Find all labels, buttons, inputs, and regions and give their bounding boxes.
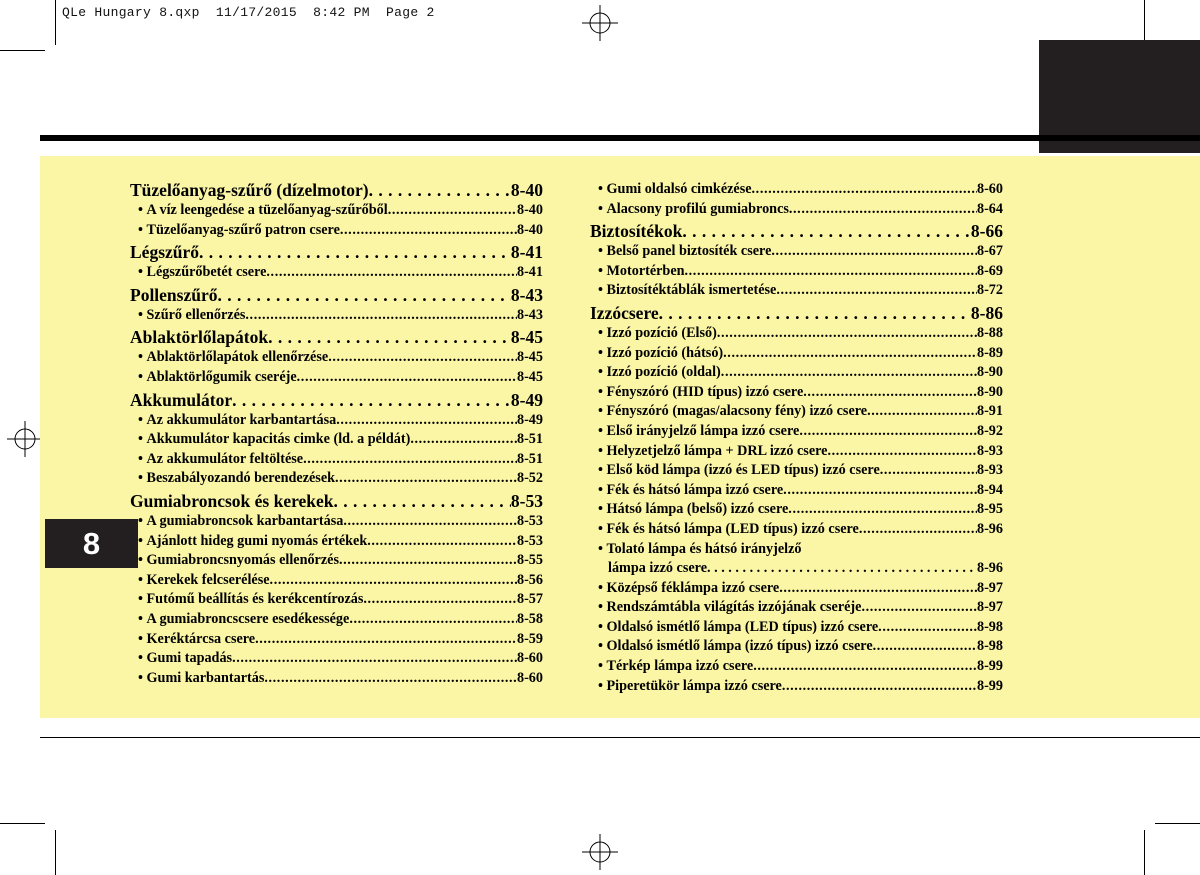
toc-page-number: 8-49 — [510, 389, 543, 410]
toc-page-number: 8-49 — [516, 411, 543, 428]
toc-entry-title: • Első irányjelző lámpa izzó csere — [598, 422, 799, 442]
toc-dot-leader — [685, 262, 977, 282]
toc-page-number: 8-59 — [516, 630, 543, 647]
toc-subentry[interactable] — [590, 363, 1003, 383]
toc-page-number: 8-96 — [976, 560, 1003, 577]
toc-page-number: 8-58 — [516, 610, 543, 627]
toc-entry-title: • Belső panel biztosíték csere — [598, 242, 771, 262]
toc-page-number: 8-90 — [976, 364, 1003, 381]
toc-page-number: 8-51 — [516, 450, 543, 467]
toc-dot-leader — [349, 610, 517, 630]
toc-subentry[interactable] — [130, 201, 543, 221]
toc-entry-title: • Tolató lámpa és hátsó irányjelző — [598, 540, 801, 560]
toc-entry-title: • Hátsó lámpa (belső) izzó csere — [598, 500, 788, 520]
toc-page-number: 8-40 — [510, 180, 543, 200]
toc-subentry[interactable] — [590, 461, 1003, 481]
toc-dot-leader — [783, 481, 977, 501]
toc-subentry[interactable] — [130, 551, 543, 571]
toc-page-number: 8-99 — [976, 658, 1003, 675]
toc-subentry[interactable] — [590, 579, 1003, 599]
toc-page-number: 8-45 — [516, 368, 543, 385]
toc-dot-leader — [268, 327, 511, 348]
toc-dot-leader — [799, 422, 977, 442]
toc-section-entry[interactable] — [130, 242, 543, 263]
toc-entry-title: • Alacsony profilú gumiabroncs — [598, 200, 789, 220]
toc-dot-leader — [340, 221, 517, 241]
toc-subentry[interactable] — [590, 598, 1003, 618]
toc-dot-leader — [255, 630, 517, 650]
toc-entry-title: • Ajánlott hideg gumi nyomás értékek — [138, 532, 367, 552]
toc-dot-leader — [367, 532, 517, 552]
toc-subentry[interactable] — [130, 263, 543, 283]
toc-page-number: 8-40 — [516, 221, 543, 238]
toc-entry-title: • Fényszóró (magas/alacsony fény) izzó csere — [598, 402, 867, 422]
toc-dot-leader — [199, 242, 511, 263]
toc-page-number: 8-89 — [976, 344, 1003, 361]
toc-dot-leader — [343, 512, 517, 532]
toc-subentry[interactable] — [130, 532, 543, 552]
registration-mark-icon — [582, 5, 618, 41]
toc-page-number: 8-55 — [516, 552, 543, 569]
toc-entry-title: • Első köd lámpa (izzó és LED típus) izzó csere — [598, 461, 880, 481]
toc-page-number: 8-98 — [976, 638, 1003, 655]
toc-entry-title: • Tüzelőanyag-szűrő patron csere — [138, 221, 340, 241]
toc-subentry[interactable] — [590, 442, 1003, 462]
toc-dot-leader — [659, 303, 971, 324]
toc-subentry[interactable] — [590, 383, 1003, 403]
toc-dot-leader — [782, 677, 977, 697]
toc-subentry[interactable] — [130, 368, 543, 388]
toc-subentry[interactable] — [130, 571, 543, 591]
toc-dot-leader — [297, 368, 517, 388]
toc-entry-title: • Piperetükör lámpa izzó csere — [598, 677, 782, 697]
crop-mark — [55, 0, 56, 45]
toc-subentry[interactable] — [590, 677, 1003, 697]
toc-dot-leader — [867, 402, 977, 422]
toc-dot-leader — [779, 579, 977, 599]
toc-entry-title: • Gumi tapadás — [138, 649, 232, 669]
toc-page-number: 8-60 — [516, 669, 543, 686]
toc-dot-leader — [803, 383, 977, 403]
registration-mark-icon — [7, 421, 43, 457]
toc-dot-leader — [707, 559, 977, 579]
toc-dot-leader — [873, 637, 977, 657]
toc-subentry[interactable] — [130, 221, 543, 241]
toc-dot-leader — [859, 520, 977, 540]
toc-entry-title: • Helyzetjelző lámpa + DRL izzó csere — [598, 442, 827, 462]
toc-entry-title: • Légszűrőbetét csere — [138, 263, 266, 283]
toc-entry-title: Pollenszűrő — [130, 284, 218, 305]
toc-dot-leader — [232, 390, 511, 411]
toc-entry-title: • Oldalsó ismétlő lámpa (izzó típus) izzó csere — [598, 637, 873, 657]
toc-subentry[interactable] — [590, 481, 1003, 501]
toc-subentry[interactable] — [130, 649, 543, 669]
toc-entry-title: Tüzelőanyag-szűrő (dízelmotor) — [130, 180, 369, 200]
toc-page-number: 8-97 — [976, 579, 1003, 596]
toc-entry-title: • Térkép lámpa izzó csere — [598, 657, 753, 677]
toc-section-entry[interactable] — [590, 303, 1003, 324]
toc-dot-leader — [723, 344, 977, 364]
toc-dot-leader — [328, 348, 517, 368]
toc-dot-leader — [335, 469, 517, 489]
toc-dot-leader — [270, 571, 517, 591]
toc-dot-leader — [334, 491, 511, 512]
toc-subentry[interactable] — [130, 348, 543, 368]
toc-entry-title: • Az akkumulátor feltöltése — [138, 450, 303, 470]
toc-section-entry[interactable] — [130, 180, 543, 201]
crop-mark — [0, 823, 45, 824]
toc-page-number: 8-57 — [516, 591, 543, 608]
toc-subentry[interactable] — [590, 344, 1003, 364]
toc-dot-leader — [861, 598, 977, 618]
toc-page-number: 8-72 — [976, 282, 1003, 299]
toc-dot-leader — [878, 618, 977, 638]
toc-page-number: 8-52 — [516, 470, 543, 487]
toc-page-number: 8-53 — [510, 490, 543, 511]
toc-dot-leader — [753, 657, 977, 677]
toc-dot-leader — [682, 221, 971, 242]
toc-page-number: 8-93 — [976, 462, 1003, 479]
toc-entry-title: • Fényszóró (HID típus) izzó csere — [598, 383, 803, 403]
toc-subentry[interactable] — [590, 324, 1003, 344]
toc-page-number: 8-97 — [976, 599, 1003, 616]
toc-page-number: 8-40 — [516, 202, 543, 218]
toc-entry-title: • Akkumulátor kapacitás cimke (ld. a példát) — [138, 430, 410, 450]
toc-page-number: 8-93 — [976, 442, 1003, 459]
toc-entry-title: • A gumiabroncsok karbantartása — [138, 512, 343, 532]
toc-entry-title: • Ablaktörlőlapátok ellenőrzése — [138, 348, 328, 368]
toc-subentry[interactable] — [590, 402, 1003, 422]
toc-entry-title: • Oldalsó ismétlő lámpa (LED típus) izzó csere — [598, 618, 878, 638]
crop-mark — [1144, 830, 1145, 875]
toc-entry-title: • Középső féklámpa izzó csere — [598, 579, 779, 599]
toc-entry-title: • Gumi karbantartás — [138, 669, 264, 689]
toc-subentry[interactable] — [130, 469, 543, 489]
crop-mark — [1144, 0, 1145, 45]
toc-entry-title: • Fék és hátsó lámpa izzó csere — [598, 481, 783, 501]
toc-entry-title: • Ablaktörlőgumik cseréje — [138, 368, 297, 388]
toc-dot-leader — [339, 551, 517, 571]
toc-entry-title: Biztosítékok — [590, 221, 683, 242]
toc-entry-title: • Rendszámtábla világítás izzójának cseréje — [598, 598, 861, 618]
toc-page-number: 8-41 — [516, 264, 543, 281]
toc-subentry[interactable] — [590, 637, 1003, 657]
crop-mark — [1155, 823, 1200, 824]
toc-entry-title: • Szűrő ellenőrzés — [138, 306, 245, 326]
toc-subentry[interactable] — [590, 618, 1003, 638]
toc-subentry[interactable] — [590, 262, 1003, 282]
toc-subentry[interactable] — [130, 590, 543, 610]
toc-page-number: 8-98 — [976, 618, 1003, 635]
toc-subentry[interactable] — [130, 411, 543, 431]
toc-page-number: 8-60 — [516, 650, 543, 667]
toc-dot-leader — [218, 285, 511, 306]
toc-subentry[interactable] — [130, 430, 543, 450]
toc-page-number: 8-60 — [976, 181, 1003, 197]
toc-entry-title: Gumiabroncsok és kerekek — [130, 490, 334, 511]
toc-entry-title: • Fék és hátsó lámpa (LED típus) izzó csere — [598, 520, 859, 540]
toc-page-number: 8-69 — [976, 262, 1003, 279]
toc-page-number: 8-41 — [510, 242, 543, 263]
toc-dot-leader — [388, 201, 517, 221]
toc-entry-title: • Motortérben — [598, 262, 685, 282]
toc-dot-leader — [717, 324, 977, 344]
toc-dot-leader — [789, 200, 977, 220]
toc-right-column — [590, 180, 1003, 696]
toc-dot-leader — [827, 442, 977, 462]
toc-dot-leader — [410, 430, 517, 450]
toc-page-number: 8-92 — [976, 422, 1003, 439]
toc-dot-leader — [303, 450, 517, 470]
toc-page-number: 8-51 — [516, 431, 543, 448]
toc-subentry[interactable] — [590, 281, 1003, 301]
registration-mark-icon — [582, 834, 618, 870]
toc-page-number: 8-88 — [976, 324, 1003, 341]
toc-page-number: 8-90 — [976, 383, 1003, 400]
toc-entry-title: • Biztosítéktáblák ismertetése — [598, 281, 776, 301]
toc-section-entry[interactable] — [130, 285, 543, 306]
toc-subentry[interactable] — [590, 657, 1003, 677]
toc-dot-leader — [245, 306, 517, 326]
toc-subentry[interactable] — [130, 512, 543, 532]
toc-dot-leader — [266, 263, 517, 283]
toc-entry-title: • A víz leengedése a tüzelőanyag-szűrőből — [138, 201, 388, 221]
toc-dot-leader — [232, 649, 517, 669]
header-rule — [40, 135, 1200, 141]
toc-subentry[interactable] — [130, 630, 543, 650]
toc-subentry[interactable] — [130, 669, 543, 689]
toc-page-number: 8-99 — [976, 677, 1003, 694]
toc-dot-leader — [771, 242, 977, 262]
toc-subentry[interactable] — [590, 540, 1003, 560]
toc-section-entry[interactable] — [130, 390, 543, 411]
toc-subentry[interactable] — [590, 520, 1003, 540]
toc-entry-title: • Beszabályozandó berendezések — [138, 469, 335, 489]
toc-subentry[interactable] — [590, 242, 1003, 262]
toc-section-entry[interactable] — [130, 491, 543, 512]
toc-subentry[interactable] — [130, 450, 543, 470]
toc-page-number: 8-64 — [976, 200, 1003, 217]
toc-subentry[interactable] — [590, 422, 1003, 442]
toc-page-number: 8-91 — [976, 403, 1003, 420]
toc-page-number: 8-43 — [510, 284, 543, 305]
toc-entry-title: • Gumi oldalsó cimkézése — [598, 180, 752, 200]
toc-page-number: 8-95 — [976, 501, 1003, 518]
toc-page-number: 8-53 — [516, 532, 543, 549]
toc-dot-leader — [336, 411, 517, 431]
toc-page-number: 8-67 — [976, 243, 1003, 260]
toc-page-number: 8-53 — [516, 512, 543, 529]
toc-dot-leader — [721, 363, 977, 383]
toc-page-number: 8-56 — [516, 571, 543, 588]
toc-section-entry[interactable] — [590, 221, 1003, 242]
footer-rule — [40, 737, 1200, 738]
toc-dot-leader — [369, 180, 511, 201]
toc-subentry[interactable] — [590, 500, 1003, 520]
toc-subentry[interactable] — [590, 559, 1003, 579]
toc-subentry[interactable] — [130, 306, 543, 326]
toc-entry-title: • Kerekek felcserélése — [138, 571, 270, 591]
crop-mark — [55, 830, 56, 875]
toc-entry-title: • Az akkumulátor karbantartása — [138, 411, 336, 431]
toc-dot-leader — [776, 281, 977, 301]
toc-dot-leader — [880, 461, 977, 481]
toc-dot-leader — [788, 500, 977, 520]
toc-entry-title: • A gumiabroncscsere esedékessége — [138, 610, 349, 630]
toc-left-column — [130, 178, 543, 688]
toc-dot-leader — [264, 669, 517, 689]
toc-entry-title: Ablaktörlőlapátok — [130, 327, 269, 348]
toc-page-number: 8-45 — [516, 349, 543, 366]
toc-dot-leader — [752, 180, 977, 200]
toc-entry-title: • Izzó pozíció (oldal) — [598, 363, 721, 383]
toc-subentry[interactable] — [590, 200, 1003, 220]
toc-page-number: 8-43 — [516, 306, 543, 323]
toc-entry-title: Izzócsere — [590, 302, 659, 323]
toc-subentry[interactable] — [590, 180, 1003, 200]
toc-page-number: 8-45 — [510, 327, 543, 348]
toc-entry-title: lámpa izzó csere — [608, 560, 708, 577]
toc-entry-title: • Izzó pozíció (Első) — [598, 324, 717, 344]
toc-entry-title: • Izzó pozíció (hátsó) — [598, 344, 723, 364]
toc-dot-leader — [363, 590, 517, 610]
toc-entry-title: Légszűrő — [130, 242, 200, 263]
toc-entry-title: • Keréktárcsa csere — [138, 630, 255, 650]
chapter-number-tab: 8 — [45, 519, 138, 568]
print-slug: QLe Hungary 8.qxp 11/17/2015 8:42 PM Page 2 — [62, 5, 435, 20]
crop-mark — [0, 50, 45, 51]
toc-entry-title: • Gumiabroncsnyomás ellenőrzés — [138, 551, 339, 571]
toc-page-number: 8-96 — [976, 520, 1003, 537]
toc-entry-title: • Futómű beállítás és kerékcentírozás — [138, 590, 363, 610]
toc-section-entry[interactable] — [130, 327, 543, 348]
toc-subentry[interactable] — [130, 610, 543, 630]
toc-page-number: 8-86 — [970, 302, 1003, 323]
toc-page-number: 8-66 — [970, 221, 1003, 242]
toc-entry-title: Akkumulátor — [130, 389, 233, 410]
toc-page-number: 8-94 — [976, 481, 1003, 498]
